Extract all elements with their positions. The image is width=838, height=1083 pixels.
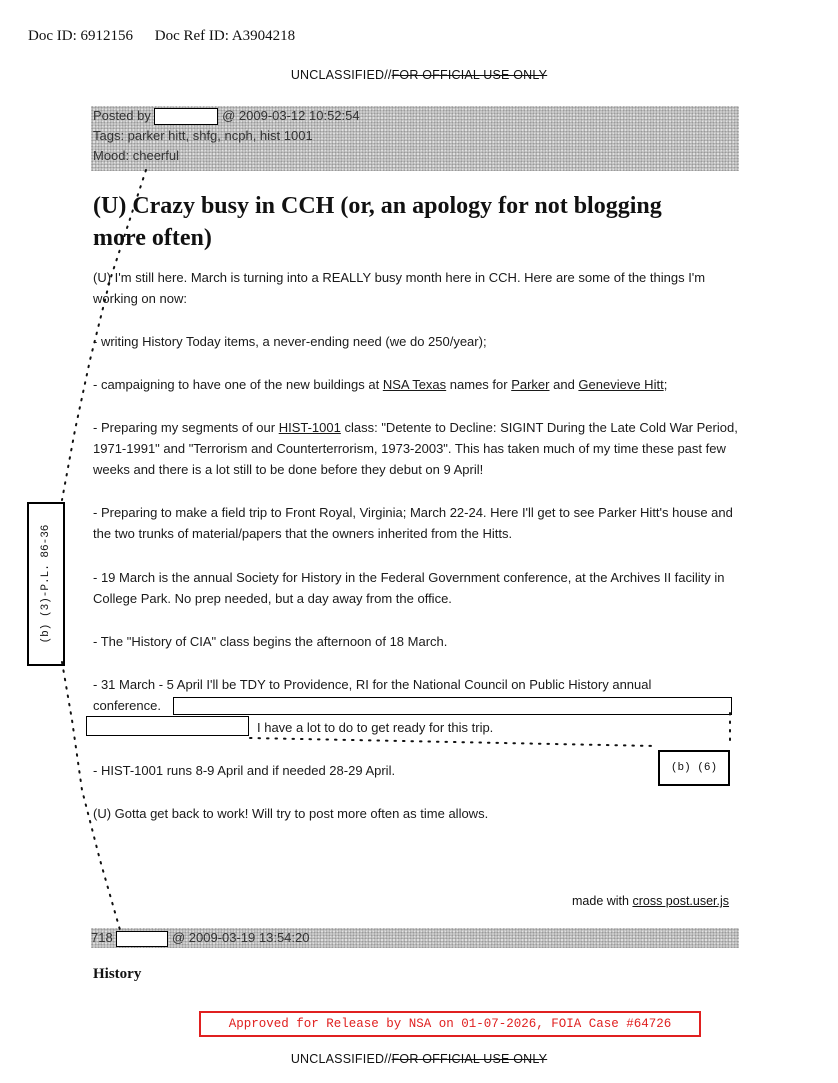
struck-caveat: FOR OFFICIAL USE ONLY [391,68,548,82]
mood-line: Mood: cheerful [93,148,179,163]
list-item-continued: I have a lot to do to get ready for this trip. [257,720,494,735]
doc-ref-id: Doc Ref ID: A3904218 [154,28,296,44]
struck-caveat: FOR OFFICIAL USE ONLY [391,1052,548,1066]
list-item: - writing History Today items, a never-ending need (we do 250/year); [93,334,487,349]
post-closing: (U) Gotta get back to work! Will try to post more often as time allows. [93,806,489,821]
footer-timestamp: @ 2009-03-19 13:54:20 [171,930,310,945]
redaction-exemption-b6-label: (b) (6) [658,750,730,786]
exemption-code: (b) (3)-P.L. 86-36 [40,524,52,644]
link-genevieve-hitt[interactable]: Genevieve Hitt [578,377,664,392]
list-item: - The "History of CIA" class begins the afternoon of 18 March. [93,634,448,649]
connector-dots-b6 [250,738,655,746]
classification-level: UNCLASSIFIED// [290,1052,392,1066]
connector-dots-lower [62,662,120,930]
post-title: (U) Crazy busy in CCH (or, an apology for not blogging more often) [93,193,662,251]
text-span: - campaigning to have one of the new buildings at [93,377,383,392]
text-span: and [549,377,579,392]
list-item: - HIST-1001 runs 8-9 April and if needed 28-29 April. [93,763,396,778]
doc-id: Doc ID: 6912156 [28,28,133,44]
link-hist-1001[interactable]: HIST-1001 [278,420,341,435]
link-cross-post-script[interactable]: cross post.user.js [632,894,730,908]
footer-prefix: 718 [91,930,113,945]
text-span: ; [663,377,668,392]
text-span: names for [446,377,512,392]
next-post-title: History [93,966,142,982]
posted-timestamp: @ 2009-03-12 10:52:54 [222,108,360,123]
posted-by-label: Posted by [93,108,151,123]
classification-level: UNCLASSIFIED// [290,68,392,82]
text-span: made with [572,894,633,908]
text-span: class: "Detente to Decline: SIGINT During the Late Cold War Period, 1971-1991" and "Terrorism and Counterterrorism, 1973-2003". This has taken much of my time these past few weeks and there is a lot still to be done before they debut on 9 April! [93,420,738,477]
link-nsa-texas[interactable]: NSA Texas [382,377,447,392]
list-item: - 19 March is the annual Society for History in the Federal Government conference, at the Archives II facility in College Park. No prep needed, but a day away from the office. [93,570,725,606]
post-intro: (U) I'm still here. March is turning into a REALLY busy month here in CCH. Here are some of the things I'm working on now: [93,270,706,306]
list-item-continued: conference. [93,698,161,713]
text-span: - Preparing my segments of our [93,420,279,435]
list-item: - Preparing to make a field trip to Front Royal, Virginia; March 22-24. Here I'll get to see Parker Hitt's house and the two trunks of material/papers that the owners inherited from the Hitts. [93,505,733,541]
list-item: - 31 March - 5 April I'll be TDY to Providence, RI for the National Council on Public History annual [93,677,652,692]
release-approval-stamp: Approved for Release by NSA on 01-07-2026, FOIA Case #64726 [199,1011,701,1037]
connector-dots-upper [62,170,146,500]
link-parker[interactable]: Parker [511,377,550,392]
tags-line: Tags: parker hitt, shfg, ncph, hist 1001 [93,128,313,143]
